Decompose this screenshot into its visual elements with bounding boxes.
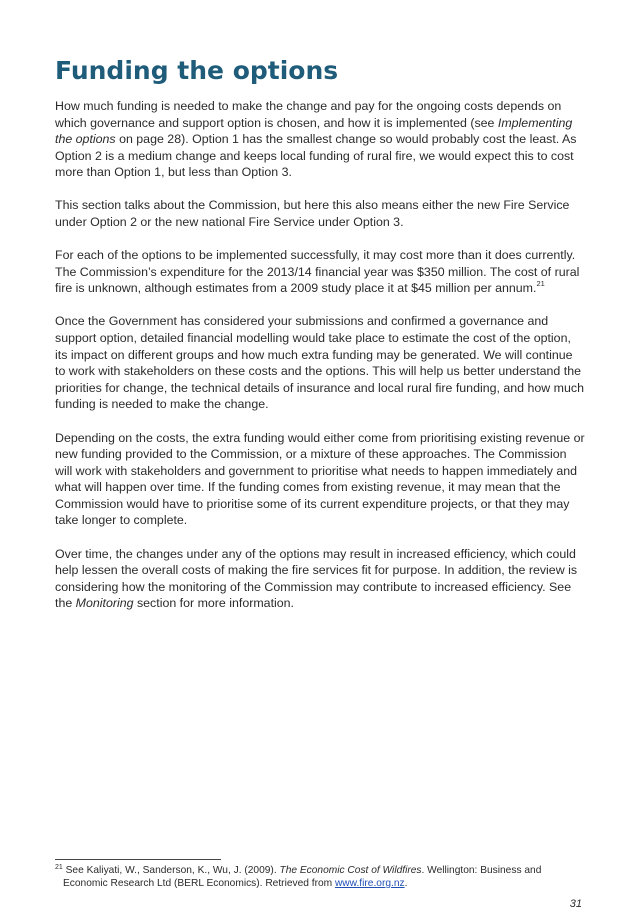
page-title: Funding the options xyxy=(55,56,339,85)
footnote-divider xyxy=(55,859,221,860)
footnote-link[interactable]: www.fire.org.nz xyxy=(334,878,405,889)
footnote-text: . xyxy=(404,878,408,889)
paragraph-text: How much funding is needed to make the change and pay for the ongoing costs depends on which governance and support option is chosen, and how it is implemented (see xyxy=(55,99,562,130)
body-text xyxy=(55,98,585,628)
footnote-line-2 xyxy=(55,877,585,890)
footnote-text: Economic Research Ltd (BERL Economics). Retrieved from xyxy=(63,878,335,889)
footnote-reference[interactable]: 21 xyxy=(536,279,545,289)
footnote-text: See Kaliyati, W., Sanderson, K., Wu, J. (2009). xyxy=(62,865,280,876)
cross-reference-implementing: Implementing the options xyxy=(55,115,573,147)
paragraph-efficiency xyxy=(55,546,585,612)
paragraph-commission-meaning: This section talks about the Commission, but here this also means either the new Fire Service under Option 2 or the new national Fire Service under Option 3. xyxy=(55,198,570,230)
cross-reference-monitoring: Monitoring xyxy=(75,596,134,611)
footnote-citation-title: The Economic Cost of Wildfires xyxy=(279,865,422,876)
paragraph-text: For each of the options to be implemented successfully, it may cost more than it does currently. The Commission’s expenditure for the 2013/14 financial year was $350 million. The cost of rural fire is unknown, although estimates from a 2009 study place it at $45 million per annum. xyxy=(55,248,580,296)
paragraph-text: on page 28). Option 1 has the smallest change so would probably cost the least. As Option 2 is a medium change and keeps local funding of rural fire, we would expect this to cost more than Option 1, but less than Option 3. xyxy=(55,132,577,180)
footnote-line-1 xyxy=(55,864,585,877)
paragraph-financial-modelling: Once the Government has considered your submissions and confirmed a governance and support option, detailed financial modelling would take place to estimate the cost of the option, its impact on different groups and how much extra funding may be generated. We will continue to work with stakeholders on these costs and the options. This will help us better understand the priorities for change, the technical details of insurance and local rural fire funding, and how much funding is needed to make the change. xyxy=(55,314,584,412)
paragraph-extra-funding: Depending on the costs, the extra funding would either come from prioritising existing revenue or new funding provided to the Commission, or a mixture of these approaches. The Commission will work with stakeholders and government to prioritise what needs to happen immediately and what will happen over time. If the funding comes from existing revenue, it may mean that the Commission would have to prioritise some of its current expenditure projects, or that they may take longer to complete. xyxy=(55,430,585,528)
page-number: 31 xyxy=(569,898,582,910)
footnote xyxy=(55,864,585,890)
paragraph-funding-depends xyxy=(55,98,585,181)
paragraph-text: Over time, the changes under any of the options may result in increased efficiency, which could help lessen the overall costs of making the fire services fit for purpose. In addition, the review is considering how the monitoring of the Commission may contribute to increased efficiency. See the xyxy=(55,546,578,611)
footnote-number: 21 xyxy=(55,864,63,871)
footnote-text: . Wellington: Business and xyxy=(421,865,542,876)
paragraph-text: section for more information. xyxy=(133,596,294,611)
paragraph-expenditure xyxy=(55,247,585,297)
